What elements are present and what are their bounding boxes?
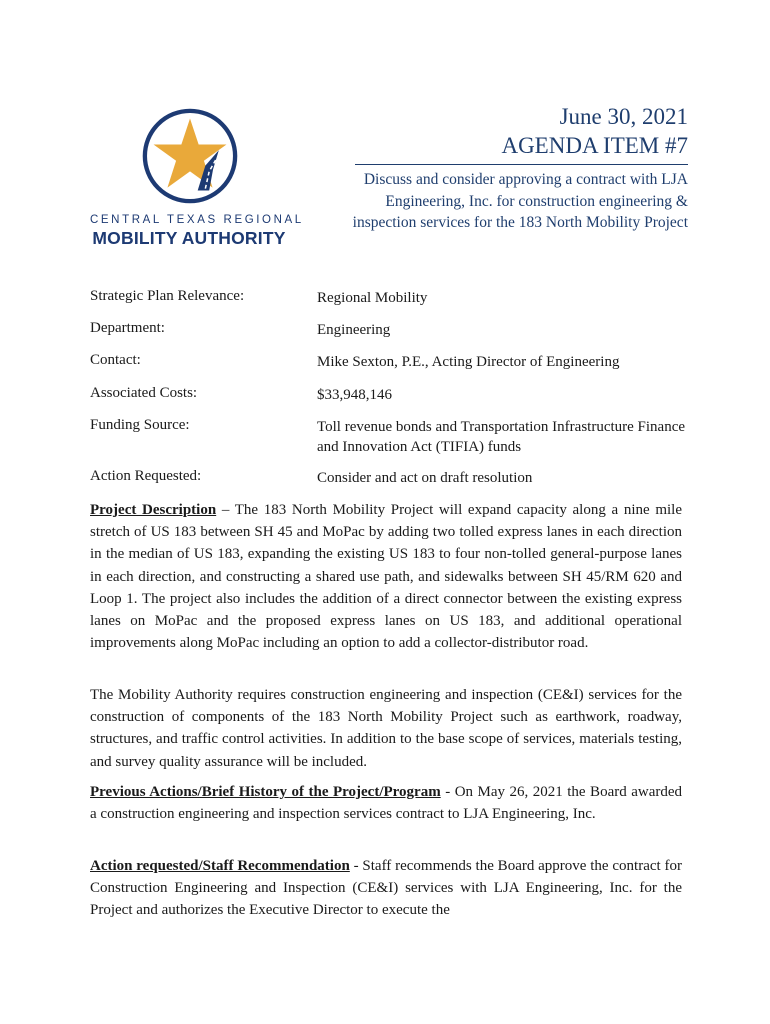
info-value: $33,948,146	[317, 387, 392, 403]
previous-actions-text: - On May 26, 2021 the Board awarded a construction engineering and inspection services contract to LJA Engineering, Inc.	[90, 784, 683, 823]
info-value: Mike Sexton, P.E., Acting Director of Engineering	[317, 354, 620, 370]
info-value: Consider and act on draft resolution	[317, 470, 533, 486]
info-label: Funding Source:	[90, 417, 190, 433]
info-label: Action Requested:	[90, 468, 202, 484]
info-value: Toll revenue bonds and Transportation Infrastructure Finance and Innovation Act (TIFIA) funds	[317, 419, 686, 455]
meeting-date: June 30, 2021	[559, 104, 688, 129]
info-label: Department:	[90, 320, 165, 336]
staff-recommendation-paragraph	[90, 855, 682, 922]
info-value: Regional Mobility	[317, 290, 428, 306]
info-label: Associated Costs:	[90, 385, 198, 401]
cei-services-paragraph: The Mobility Authority requires construction engineering and inspection (CE&I) services for the construction of components of the 183 North Mobility Project such as earthwork, roadway, structures, and traffic control activities. In addition to the base scope of services, materials testing, and survey quality assurance will be included.	[90, 687, 682, 770]
staff-recommendation-heading: Action requested/Staff Recommendation	[90, 858, 350, 874]
project-description-text: – The 183 North Mobility Project will expand capacity along a nine mile stretch of US 183 between SH 45 and MoPac by adding two tolled express lanes in each direction in the median of US 183, expanding the existing US 183 to four non-tolled general-purpose lanes in each direction, and constructing a shared use path, and sidewalks between SH 45/RM 620 and Loop 1. The project also includes the addition of a direct connector between the existing express lanes on MoPac and the proposed express lanes on US 183, and additional operational improvements along MoPac including an option to add a collector-distributor road.	[90, 502, 683, 652]
project-description-heading: Project Description	[90, 502, 217, 518]
logo-org-name-line1: CENTRAL TEXAS REGIONAL	[90, 214, 304, 226]
staff-recommendation-text: - Staff recommends the Board approve the contract for Construction Engineering and Inspection (CE&I) services with LJA Engineering, Inc. for the Project and authorizes the Executive Director to execute the	[90, 858, 682, 919]
organization-logo	[90, 108, 304, 250]
previous-actions-paragraph	[90, 781, 682, 825]
info-label: Strategic Plan Relevance:	[90, 288, 245, 304]
project-description-paragraph	[90, 499, 682, 654]
info-value: Engineering	[317, 322, 391, 338]
logo-org-name-line2: MOBILITY AUTHORITY	[92, 228, 286, 248]
title-divider	[355, 164, 688, 165]
info-label: Contact:	[90, 352, 141, 368]
agenda-item-title: AGENDA ITEM #7	[501, 133, 688, 158]
previous-actions-heading: Previous Actions/Brief History of the Project/Program	[90, 784, 441, 800]
mobility-authority-star-icon	[142, 108, 238, 204]
agenda-description: Discuss and consider approving a contract with LJA Engineering, Inc. for construction engineering & inspection services for the 183 North Mobility Project	[352, 171, 688, 231]
